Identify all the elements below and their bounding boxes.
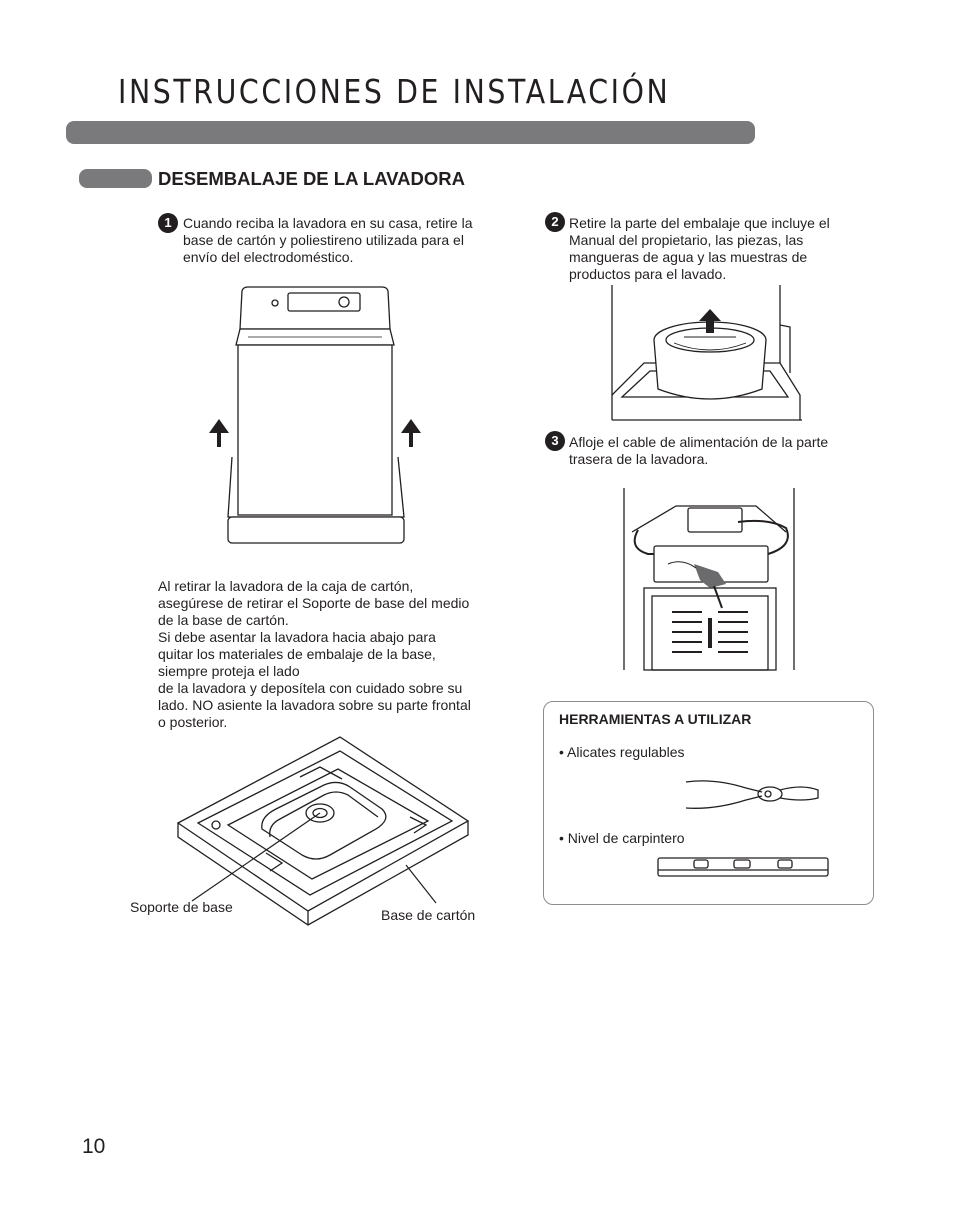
step-2-number-badge: 2	[545, 212, 565, 232]
washer-lifting-illustration	[200, 285, 415, 547]
page-title: INSTRUCCIONES DE INSTALACIÓN	[118, 72, 671, 111]
page-number: 10	[82, 1135, 106, 1158]
tools-heading: HERRAMIENTAS A UTILIZAR	[559, 711, 752, 727]
step-2-text: Retire la parte del embalaje que incluye el Manual del propietario, las piezas, las mangueras de agua y las muestras de productos para el lavado.	[569, 215, 830, 282]
note-line: de la lavadora y deposítela con cuidado sobre su	[158, 680, 463, 696]
pliers-icon	[684, 774, 822, 814]
step-1-text: Cuando reciba la lavadora en su casa, retire la base de cartón y poliestireno utilizada para el envío del electrodoméstico.	[183, 215, 473, 265]
note-line: Si debe asentar la lavadora hacia abajo para	[158, 629, 436, 645]
power-cord-illustration	[618, 488, 800, 673]
note-line: siempre proteja el lado	[158, 663, 300, 679]
note-line: quitar los materiales de embalaje de la base,	[158, 646, 436, 662]
carton-base-label: Base de cartón	[381, 907, 476, 923]
step-3-number-badge: 3	[545, 431, 565, 451]
carpenter-level-icon	[656, 854, 830, 880]
section-marker	[79, 169, 152, 188]
carton-removal-note	[158, 578, 503, 731]
base-support-label: Soporte de base	[130, 899, 233, 915]
tool-level-label: • Nivel de carpintero	[559, 830, 685, 846]
tool-pliers-label: • Alicates regulables	[559, 744, 685, 760]
header-divider-bar	[66, 121, 755, 144]
step-1-number-badge: 1	[158, 213, 178, 233]
packaging-removal-illustration	[612, 285, 802, 425]
note-line: lado. NO asiente la lavadora sobre su parte frontal	[158, 697, 471, 713]
note-line: Al retirar la lavadora de la caja de cartón,	[158, 578, 414, 594]
note-line: o posterior.	[158, 714, 228, 730]
step-3-text: Afloje el cable de alimentación de la parte trasera de la lavadora.	[569, 434, 829, 467]
note-line: asegúrese de retirar el Soporte de base del medio	[158, 595, 470, 611]
note-line: de la base de cartón.	[158, 612, 289, 628]
section-title: DESEMBALAJE DE LA LAVADORA	[158, 168, 465, 189]
